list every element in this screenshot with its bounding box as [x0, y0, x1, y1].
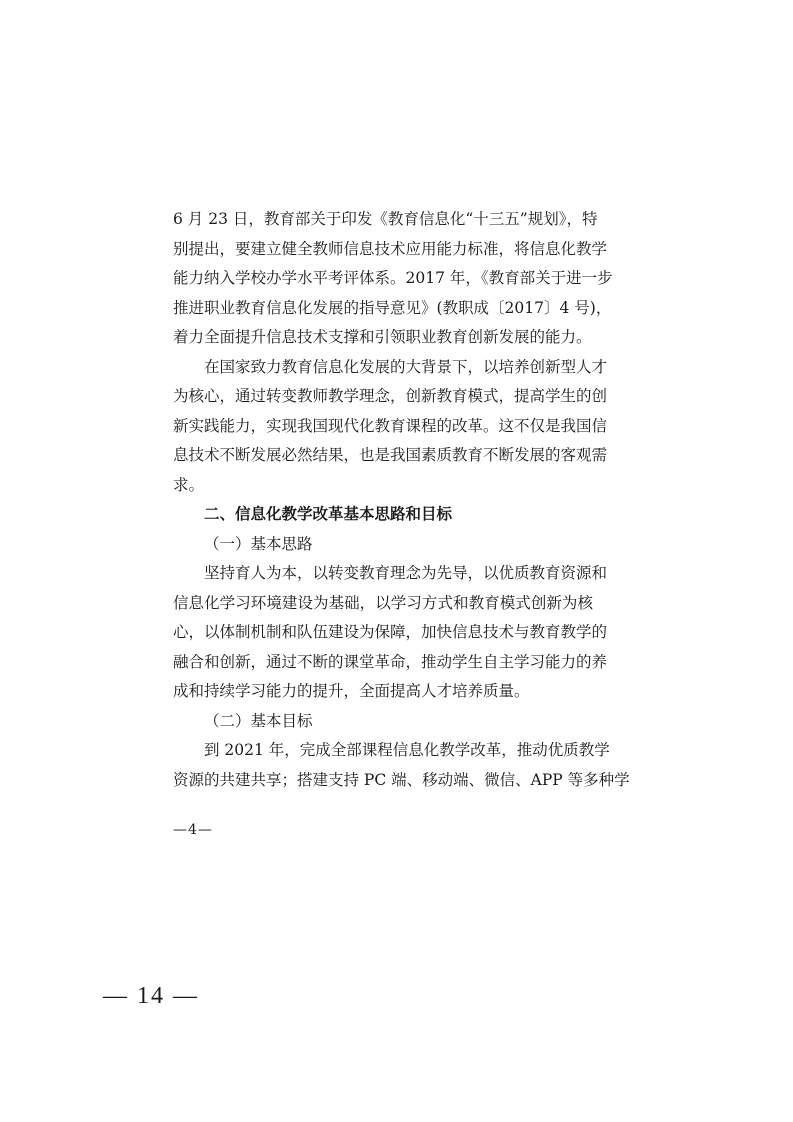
paragraph-line: 到 2021 年，完成全部课程信息化教学改革，推动优质教学 — [204, 741, 610, 759]
outer-page-number: — 14 — — [103, 983, 199, 1009]
paragraph-line: 信息化学习环境建设为基础，以学习方式和教育模式创新为核 — [173, 593, 593, 612]
paragraph-line: 融合和创新，通过不断的课堂革命，推动学生自主学习能力的养 — [173, 652, 608, 671]
paragraph-line: 能力纳入学校办学水平考评体系。2017 年，《教育部关于进一步 — [173, 269, 613, 287]
paragraph-line: 新实践能力，实现我国现代化教育课程的改革。这不仅是我国信 — [173, 416, 608, 435]
paragraph-line: 资源的共建共享；搭建支持 PC 端、移动端、微信、APP 等多种学 — [173, 770, 630, 789]
paragraph-line: 心，以体制机制和队伍建设为保障，加快信息技术与教育教学的 — [173, 623, 608, 641]
subsection-heading: （二）基本目标 — [204, 711, 313, 730]
paragraph-line: 成和持续学习能力的提升，全面提高人才培养质量。 — [173, 682, 530, 700]
paragraph-line: 息技术不断发展必然结果，也是我国素质教育不断发展的客观需 — [173, 446, 608, 464]
subsection-heading: （一）基本思路 — [204, 534, 313, 553]
paragraph-line: 推进职业教育信息化发展的指导意见》(教职成〔2017〕4 号)， — [173, 298, 612, 317]
paragraph-line: 求。 — [173, 475, 205, 494]
paragraph-line: 坚持育人为本，以转变教育理念为先导，以优质教育资源和 — [204, 564, 608, 582]
paragraph-line: 在国家致力教育信息化发展的大背景下，以培养创新型人才 — [204, 357, 608, 376]
inner-page-number: —4— — [173, 822, 213, 838]
paragraph-line: 为核心，通过转变教师教学理念，创新教育模式，提高学生的创 — [173, 387, 608, 405]
paragraph-line: 着力全面提升信息技术支撑和引领职业教育创新发展的能力。 — [173, 328, 592, 346]
paragraph-line: 别提出，要建立健全教师信息技术应用能力标准，将信息化教学 — [173, 239, 608, 258]
body-text — [173, 205, 630, 795]
section-heading: 二、信息化教学改革基本思路和目标 — [204, 505, 453, 523]
paragraph-line: 6 月 23 日，教育部关于印发《教育信息化“十三五”规划》，特 — [173, 210, 598, 228]
